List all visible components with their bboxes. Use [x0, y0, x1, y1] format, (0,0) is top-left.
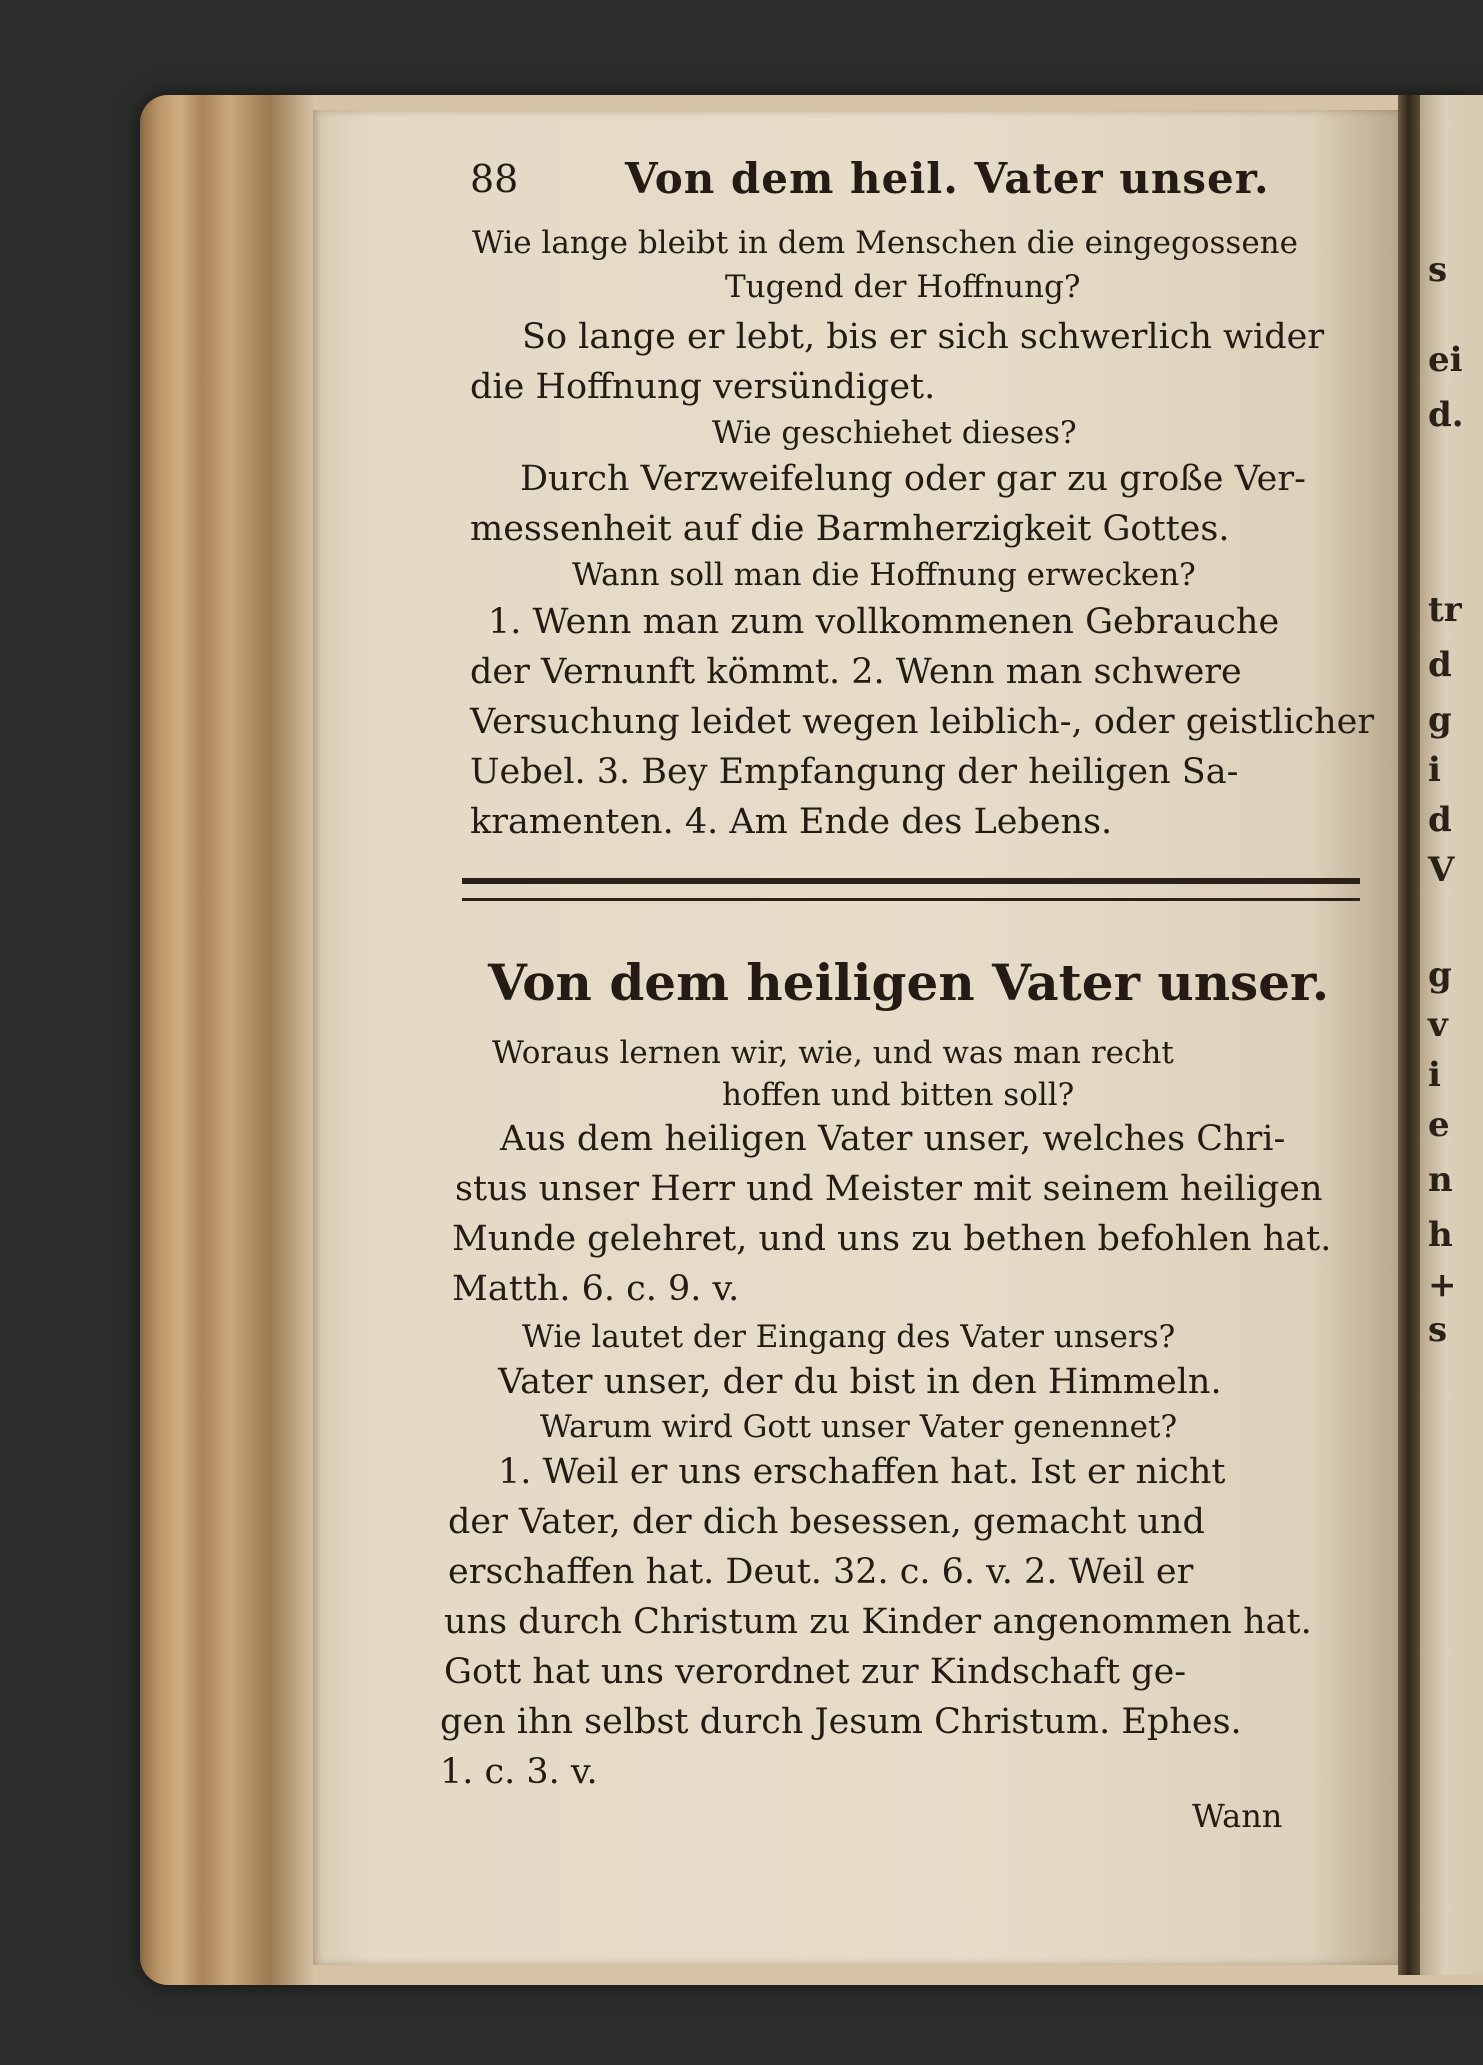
next-page-fragment: s	[1428, 250, 1448, 290]
answer-text: erschaffen hat. Deut. 32. c. 6. v. 2. Weil er	[448, 1552, 1194, 1592]
answer-text: die Hoffnung versündiget.	[470, 367, 936, 407]
answer-text: 1. c. 3. v.	[440, 1752, 598, 1792]
next-page-fragment: e	[1428, 1105, 1450, 1145]
answer-text: Gott hat uns verordnet zur Kindschaft ge-	[444, 1652, 1187, 1692]
answer-text: kramenten. 4. Am Ende des Lebens.	[470, 802, 1113, 842]
question-text: Wann soll man die Hoffnung erwecken?	[572, 557, 1196, 593]
next-page-fragment: d	[1428, 645, 1452, 685]
answer-text: So lange er lebt, bis er sich schwerlich wider	[522, 317, 1325, 357]
next-page-fragment: g	[1428, 955, 1452, 995]
question-text: Wie lange bleibt in dem Menschen die eingegossene	[472, 225, 1298, 261]
answer-text: stus unser Herr und Meister mit seinem heiligen	[455, 1169, 1323, 1209]
next-page-fragment: i	[1428, 1055, 1441, 1095]
next-page-fragment: ei	[1428, 340, 1463, 380]
book-gutter	[1398, 95, 1420, 1975]
next-page-fragment: v	[1428, 1005, 1448, 1045]
question-text: Woraus lernen wir, wie, und was man recht	[492, 1035, 1174, 1071]
section-heading: Von dem heiligen Vater unser.	[488, 953, 1330, 1012]
next-page-fragment: n	[1428, 1160, 1453, 1200]
answer-text: der Vernunft kömmt. 2. Wenn man schwere	[470, 652, 1242, 692]
answer-text: Versuchung leidet wegen leiblich-, oder geistlicher	[470, 702, 1375, 742]
question-text: Wie geschiehet dieses?	[712, 415, 1077, 451]
question-text: hoffen und bitten soll?	[722, 1077, 1075, 1113]
answer-text: der Vater, der dich besessen, gemacht und	[448, 1502, 1205, 1542]
section-divider	[462, 878, 1360, 901]
next-page-fragment: s	[1428, 1310, 1448, 1350]
next-page-fragment: tr	[1428, 590, 1462, 630]
answer-text: Aus dem heiligen Vater unser, welches Chri-	[500, 1119, 1286, 1159]
answer-text: 1. Weil er uns erschaffen hat. Ist er nicht	[498, 1452, 1226, 1492]
next-page-fragment: i	[1428, 750, 1441, 790]
page-number: 88	[470, 157, 519, 201]
next-page-edge	[1420, 95, 1483, 1975]
next-page-fragment: +	[1428, 1265, 1457, 1305]
answer-text: gen ihn selbst durch Jesum Christum. Ephes.	[440, 1702, 1242, 1742]
question-text: Warum wird Gott unser Vater genennet?	[540, 1409, 1178, 1445]
answer-text: Munde gelehret, und uns zu bethen befohlen hat.	[452, 1219, 1332, 1259]
next-page-fragment: V	[1428, 850, 1455, 890]
next-page-fragment: d.	[1428, 395, 1464, 435]
next-page-fragment: d	[1428, 800, 1452, 840]
question-text: Wie lautet der Eingang des Vater unsers?	[522, 1319, 1176, 1355]
running-title: Von dem heil. Vater unser.	[625, 154, 1270, 203]
answer-text: Matth. 6. c. 9. v.	[452, 1269, 740, 1309]
answer-text: messenheit auf die Barmherzigkeit Gottes.	[470, 509, 1230, 549]
answer-text: uns durch Christum zu Kinder angenommen hat.	[444, 1602, 1312, 1642]
catchword: Wann	[1192, 1797, 1283, 1835]
answer-text: 1. Wenn man zum vollkommenen Gebrauche	[488, 602, 1280, 642]
next-page-fragment: h	[1428, 1215, 1453, 1255]
answer-text: Uebel. 3. Bey Empfangung der heiligen Sa-	[470, 752, 1239, 792]
answer-text: Vater unser, der du bist in den Himmeln.	[498, 1362, 1222, 1402]
question-text: Tugend der Hoffnung?	[725, 269, 1081, 305]
answer-text: Durch Verzweifelung oder gar zu große Ver-	[520, 459, 1306, 499]
next-page-fragment: g	[1428, 700, 1452, 740]
